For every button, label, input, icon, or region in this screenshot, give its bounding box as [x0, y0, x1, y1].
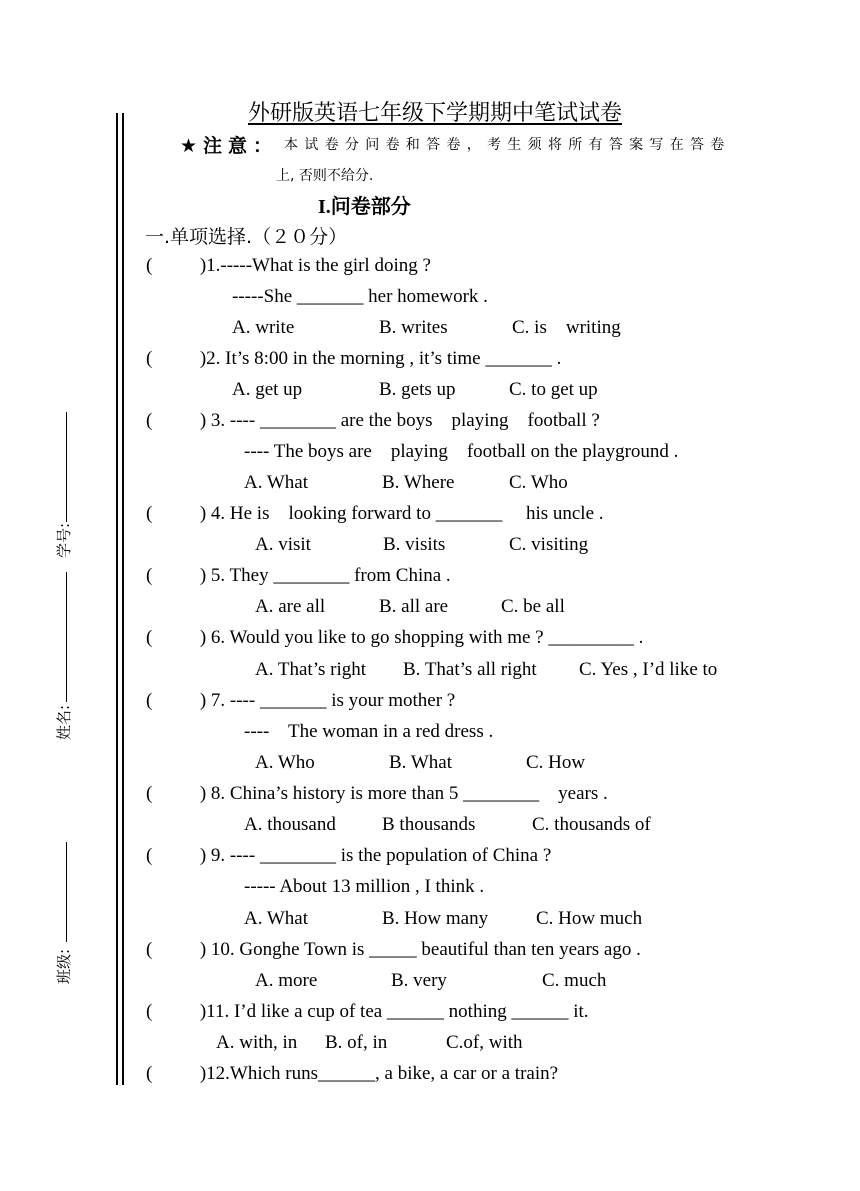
binding-line-outer	[116, 113, 118, 1085]
question-7-option-c[interactable]: C. How	[526, 752, 586, 773]
question-3-option-a[interactable]: A. What	[244, 472, 309, 493]
question-10-stem: ( ) 10. Gonghe Town is _____ beautiful than ten years ago .	[146, 939, 641, 960]
question-4-option-b[interactable]: B. visits	[383, 534, 446, 555]
question-1-stem: ( )1.-----What is the girl doing ?	[146, 255, 431, 276]
question-11-option-b[interactable]: B. of, in	[325, 1032, 388, 1053]
question-5-option-c[interactable]: C. be all	[501, 596, 565, 617]
question-4-option-a[interactable]: A. visit	[255, 534, 311, 555]
question-12-stem: ( )12.Which runs______, a bike, a car or a train?	[146, 1063, 559, 1084]
question-11-stem: ( )11. I’d like a cup of tea ______ nothing ______ it.	[146, 1001, 589, 1022]
part-title: I.问卷部分	[318, 196, 411, 218]
question-6-option-b[interactable]: B. That’s all right	[403, 659, 537, 680]
question-2-option-c[interactable]: C. to get up	[509, 379, 598, 400]
notice-continuation: 上, 否则不给分.	[276, 168, 374, 184]
question-3-option-c[interactable]: C. Who	[509, 472, 568, 493]
question-1-sub: -----She _______ her homework .	[232, 286, 488, 307]
question-4-stem: ( ) 4. He is looking forward to _______ his uncle .	[146, 503, 604, 524]
question-5-option-b[interactable]: B. all are	[379, 596, 449, 617]
question-3-stem: ( ) 3. ---- ________ are the boys playing football ?	[146, 410, 600, 431]
question-5-stem: ( ) 5. They ________ from China .	[146, 565, 451, 586]
question-8-option-b[interactable]: B thousands	[382, 814, 476, 835]
question-9-stem: ( ) 9. ---- ________ is the population of China ?	[146, 845, 552, 866]
student-id-blank[interactable]	[66, 412, 67, 522]
question-2-stem: ( )2. It’s 8:00 in the morning , it’s time _______ .	[146, 348, 562, 369]
question-9-sub: ----- About 13 million , I think .	[244, 876, 485, 897]
question-7-sub: ---- The woman in a red dress .	[244, 721, 494, 742]
question-11-option-a[interactable]: A. with, in	[216, 1032, 298, 1053]
question-3-option-b[interactable]: B. Where	[382, 472, 455, 493]
question-11-option-c[interactable]: C.of, with	[446, 1032, 523, 1053]
section-title: 一.单项选择.（２０分）	[145, 226, 348, 248]
question-6-option-a[interactable]: A. That’s right	[255, 659, 367, 680]
exam-title: 外研版英语七年级下学期期中笔试试卷	[248, 101, 623, 126]
question-9-option-a[interactable]: A. What	[244, 908, 309, 929]
question-9-option-b[interactable]: B. How many	[382, 908, 489, 929]
question-7-option-a[interactable]: A. Who	[255, 752, 315, 773]
question-2-option-b[interactable]: B. gets up	[379, 379, 456, 400]
question-7-stem: ( ) 7. ---- _______ is your mother ?	[146, 690, 456, 711]
question-3-sub: ---- The boys are playing football on the playground .	[244, 441, 679, 462]
question-5-option-a[interactable]: A. are all	[255, 596, 326, 617]
question-4-option-c[interactable]: C. visiting	[509, 534, 589, 555]
class-blank[interactable]	[66, 842, 67, 942]
question-8-option-a[interactable]: A. thousand	[244, 814, 336, 835]
name-label: 姓名:	[55, 704, 74, 741]
question-7-option-b[interactable]: B. What	[389, 752, 452, 773]
notice-text: 本试卷分问卷和答卷，考生须将所有答案写在答卷	[284, 137, 731, 153]
binding-line-inner	[122, 113, 124, 1085]
question-1-option-a[interactable]: A. write	[232, 317, 295, 338]
question-8-stem: ( ) 8. China’s history is more than 5 ________ years .	[146, 783, 608, 804]
question-10-option-b[interactable]: B. very	[391, 970, 447, 991]
name-blank[interactable]	[66, 632, 67, 702]
question-10-option-a[interactable]: A. more	[255, 970, 318, 991]
question-6-stem: ( ) 6. Would you like to go shopping with me ? _________ .	[146, 627, 644, 648]
question-8-option-c[interactable]: C. thousands of	[532, 814, 651, 835]
question-6-option-c[interactable]: C. Yes , I’d like to	[579, 659, 718, 680]
class-label: 班级:	[55, 948, 74, 985]
student-id-label: 学号:	[55, 522, 74, 559]
notice-label: ★注意：	[180, 135, 279, 157]
question-9-option-c[interactable]: C. How much	[536, 908, 643, 929]
question-1-option-b[interactable]: B. writes	[379, 317, 448, 338]
question-1-option-c[interactable]: C. is writing	[512, 317, 621, 338]
question-2-option-a[interactable]: A. get up	[232, 379, 303, 400]
question-10-option-c[interactable]: C. much	[542, 970, 607, 991]
